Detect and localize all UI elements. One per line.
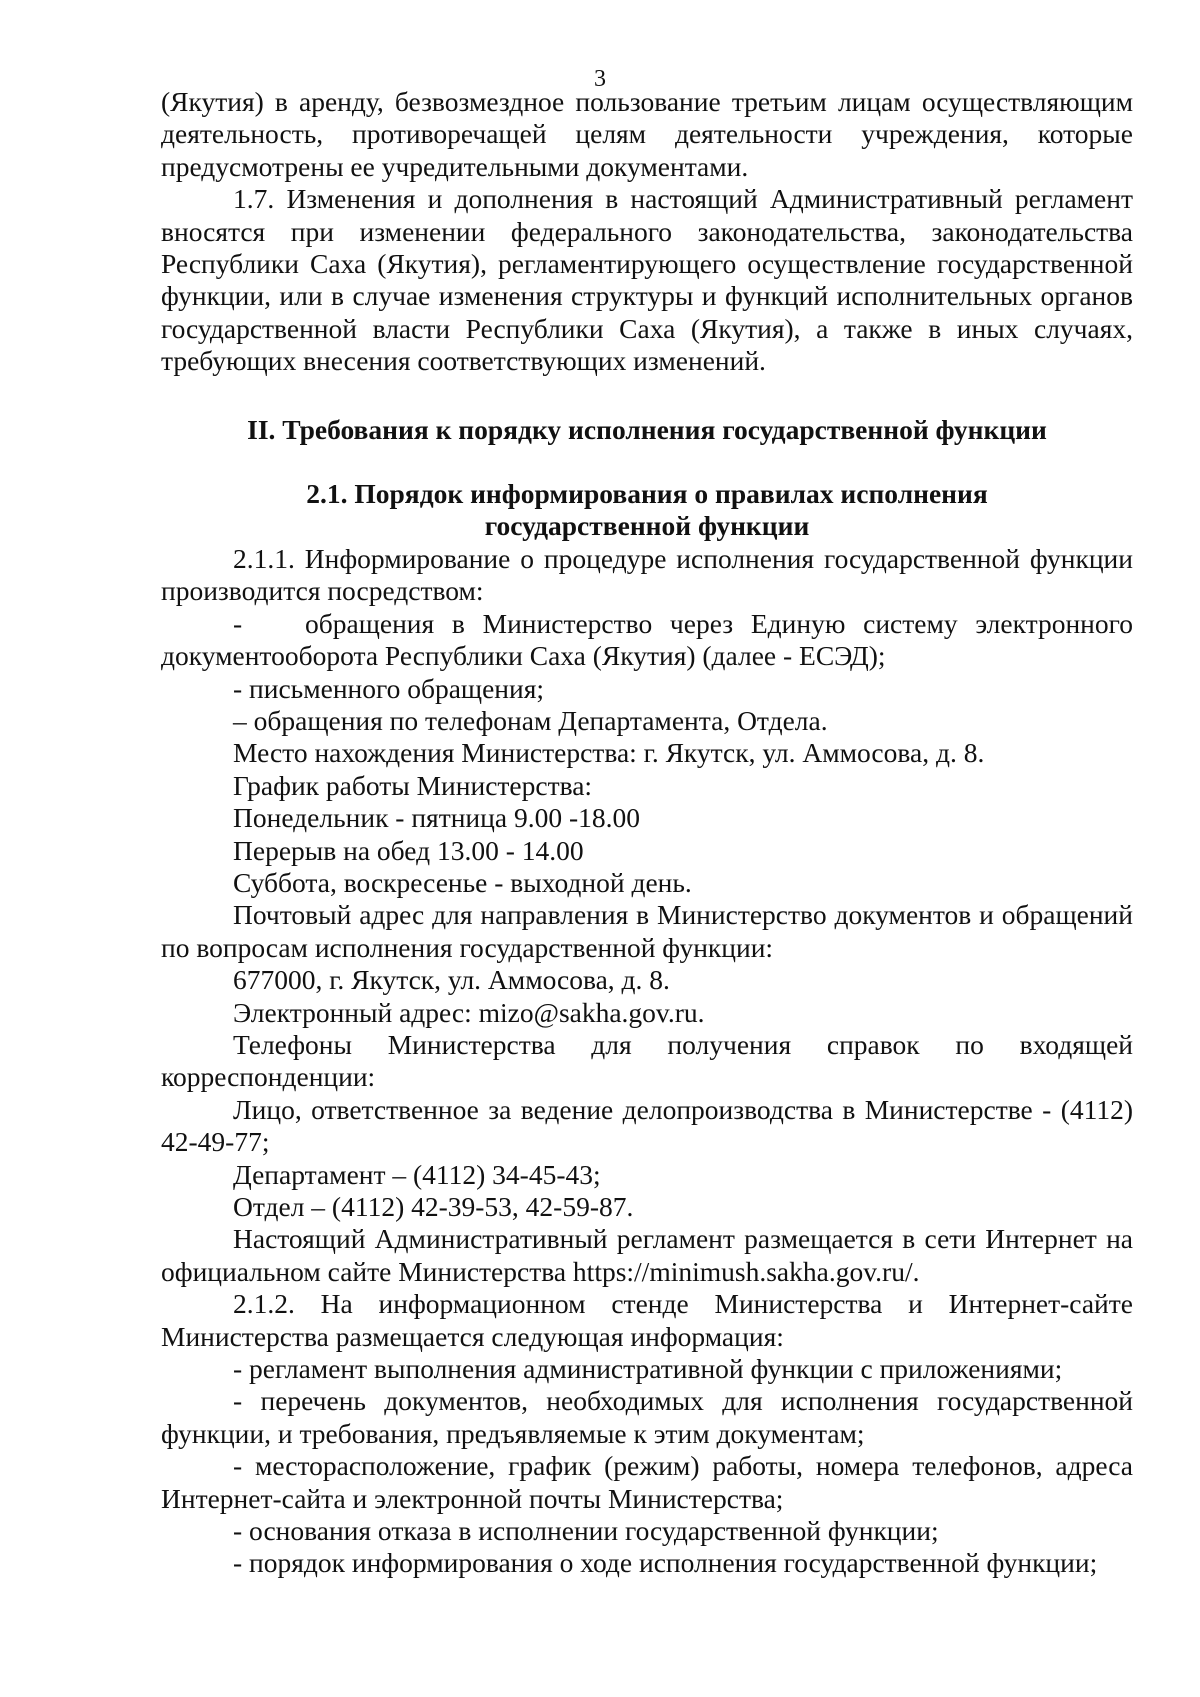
list-item-phone: – обращения по телефонам Департамента, Отдела. (233, 704, 828, 736)
schedule-lunch: Перерыв на обед 13.00 - 14.00 (233, 834, 584, 866)
list-item-esed-text: обращения в Министерство через Единую систему электронного документооборота Республики Саха (Якутия) (далее - ЕСЭД); (161, 607, 1133, 672)
phone-department: Департамент – (4112) 34-45-43; (233, 1158, 601, 1190)
list-item-esed (161, 608, 1133, 673)
list-dash: - (233, 607, 243, 639)
list-item-written: - письменного обращения; (233, 672, 545, 704)
info-item-location: - месторасположение, график (режим) работы, номера телефонов, адреса Интернет-сайта и электронной почты Министерства; (161, 1450, 1133, 1514)
phones-intro: Телефоны Министерства для получения справок по входящей корреспонденции: (161, 1028, 1133, 1093)
postal-address: 677000, г. Якутск, ул. Аммосова, д. 8. (233, 964, 670, 996)
document-body (161, 86, 1133, 1580)
postal-intro: Почтовый адрес для направления в Министерство документов и обращений по вопросам исполнения государственной функции: (161, 899, 1133, 963)
schedule-weekdays: Понедельник - пятница 9.00 -18.00 (233, 802, 640, 834)
subsection-heading-line1: 2.1. Порядок информирования о правилах исполнения (306, 478, 988, 510)
info-item-regulation: - регламент выполнения административной функции с приложениями; (233, 1353, 1063, 1385)
info-item-refusal: - основания отказа в исполнении государственной функции; (233, 1515, 939, 1547)
paragraph-2-1-1: 2.1.1. Информирование о процедуре исполнения государственной функции производится посредством: (161, 542, 1133, 607)
email-address: Электронный адрес: mizo@sakha.gov.ru. (233, 996, 705, 1028)
page-number: 3 (594, 66, 606, 92)
paragraph-2-1-2: 2.1.2. На информационном стенде Министерства и Интернет-сайте Министерства размещается следующая информация: (161, 1288, 1133, 1352)
info-item-documents: - перечень документов, необходимых для исполнения государственной функции, и требования, предъявляемые к этим документам; (161, 1385, 1133, 1449)
section-heading: II. Требования к порядку исполнения государственной функции (247, 413, 1047, 445)
schedule-title: График работы Министерства: (233, 769, 593, 801)
internet-paragraph: Настоящий Административный регламент размещается в сети Интернет на официальном сайте Министерства https://minimush.sakha.gov.ru/. (161, 1223, 1133, 1287)
paragraph-continuation: (Якутия) в аренду, безвозмездное пользование третьим лицам осуществляющим деятельность, противоречащей целям деятельности учреждения, которые предусмотрены ее учредительными документами. (161, 86, 1133, 182)
phone-clerk: Лицо, ответственное за ведение делопроизводства в Министерстве - (4112) 42-49-77; (161, 1093, 1133, 1158)
schedule-weekend: Суббота, воскресенье - выходной день. (233, 866, 692, 898)
paragraph-1-7: 1.7. Изменения и дополнения в настоящий Административный регламент вносятся при изменении федерального законодательства, законодательства Республики Саха (Якутия), регламентирующего осуществление государственной функции, или в случае изменения структуры и функций исполнительных органов государственной власти Республики Саха (Якутия), а также в иных случаях, требующих внесения соответствующих изменений. (161, 183, 1133, 377)
info-item-progress: - порядок информирования о ходе исполнения государственной функции; (233, 1547, 1098, 1579)
ministry-location: Место нахождения Министерства: г. Якутск, ул. Аммосова, д. 8. (233, 737, 985, 769)
subsection-heading-line2: государственной функции (484, 510, 810, 542)
phone-office: Отдел – (4112) 42-39-53, 42-59-87. (233, 1191, 634, 1222)
